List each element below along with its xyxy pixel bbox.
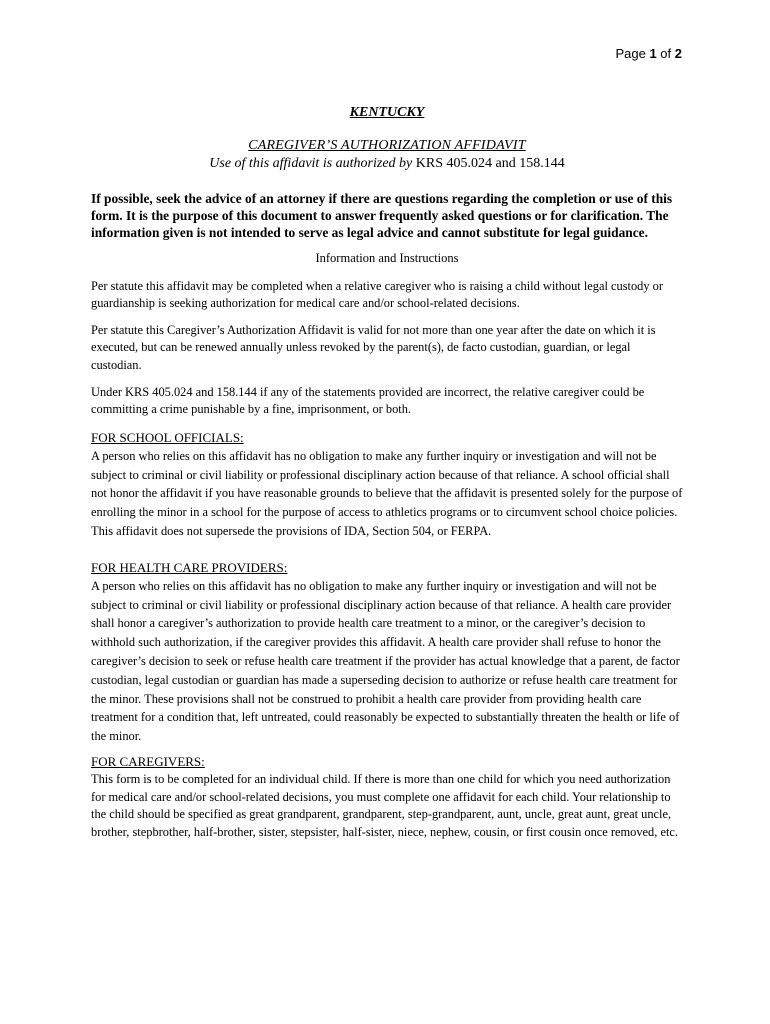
section-body-health: A person who relies on this affidavit has no obligation to make any further inquiry or investigation and will not be subject to criminal or civil liability or professional disciplinary action because of that reliance. A health care provider shall honor a caregiver’s authorization to provide health care treatment to a minor, or the caregiver’s decision to withhold such authorization, if the caregiver provides this affidavit. A health care provider shall refuse to honor the caregiver’s decision to seek or refuse health care treatment if the provider has actual knowledge that a parent, de factor custodian, legal custodian or guardian has made a superseding decision to authorize or refuse health care treatment for the minor. These provisions shall not be construed to prohibit a health care provider from providing health care treatment for a condition that, left untreated, could reasonably be expected to substantially threaten the health or life of the minor.	[91, 578, 680, 744]
page-number-prefix: Page	[615, 46, 650, 61]
legal-advice-notice: If possible, seek the advice of an attorney if there are questions regarding the completion or use of this form. It is the purpose of this document to answer frequently asked questions or for clarification. The information given is not intended to serve as legal advice and cannot substitute for legal guidance.	[91, 190, 673, 240]
page-number-middle: of	[656, 46, 675, 61]
document-subtitle	[91, 155, 683, 174]
page-number-current: 1	[649, 46, 657, 61]
section-heading-health: FOR HEALTH CARE PROVIDERS:	[91, 559, 288, 575]
state-heading: KENTUCKY	[349, 105, 425, 120]
paragraph-penalty: Under KRS 405.024 and 158.144 if any of the statements provided are incorrect, the relative caregiver could be committing a crime punishable by a fine, imprisonment, or both.	[91, 384, 645, 417]
section-spacer	[91, 541, 683, 558]
info-heading: Information and Instructions	[315, 251, 459, 266]
section-heading-caregivers: FOR CAREGIVERS:	[91, 753, 205, 769]
section-heading-school: FOR SCHOOL OFFICIALS:	[91, 429, 244, 445]
subtitle-statutes: KRS 405.024 and 158.144	[412, 156, 565, 171]
page-number-total: 2	[674, 46, 682, 61]
subtitle-italic: Use of this affidavit is authorized by	[209, 156, 413, 171]
paragraph-validity: Per statute this Caregiver’s Authorization Affidavit is valid for not more than one year after the date on which it is executed, but can be renewed annually unless revoked by the parent(s), de facto custodian, guardian, or legal custodian.	[91, 322, 656, 372]
paragraph-eligibility: Per statute this affidavit may be completed when a relative caregiver who is raising a child without legal custody or guardianship is seeking authorization for medical care and/or school-related decisions.	[91, 278, 663, 311]
document-content	[91, 104, 683, 841]
page-number	[615, 46, 682, 61]
section-body-school: A person who relies on this affidavit has no obligation to make any further inquiry or investigation and will not be subject to criminal or civil liability or professional disciplinary action because of that reliance. A school official shall not honor the affidavit if you have reasonable grounds to believe that the affidavit is presented solely for the purpose of enrolling the minor in a school for the purpose of access to athletics programs or to circumvent school choice policies. This affidavit does not supersede the provisions of IDA, Section 504, or FERPA.	[91, 448, 683, 538]
document-title: CAREGIVER’S AUTHORIZATION AFFIDAVIT	[248, 137, 526, 153]
section-body-caregivers: This form is to be completed for an individual child. If there is more than one child for which you need authorization for medical care and/or school-related decisions, you must complete one affidavit for each child. Your relationship to the child should be specified as great grandparent, grandparent, step-grandparent, aunt, uncle, great aunt, great uncle, brother, stepbrother, half-brother, sister, stepsister, half-sister, niece, nephew, cousin, or first cousin once removed, etc.	[91, 771, 678, 839]
